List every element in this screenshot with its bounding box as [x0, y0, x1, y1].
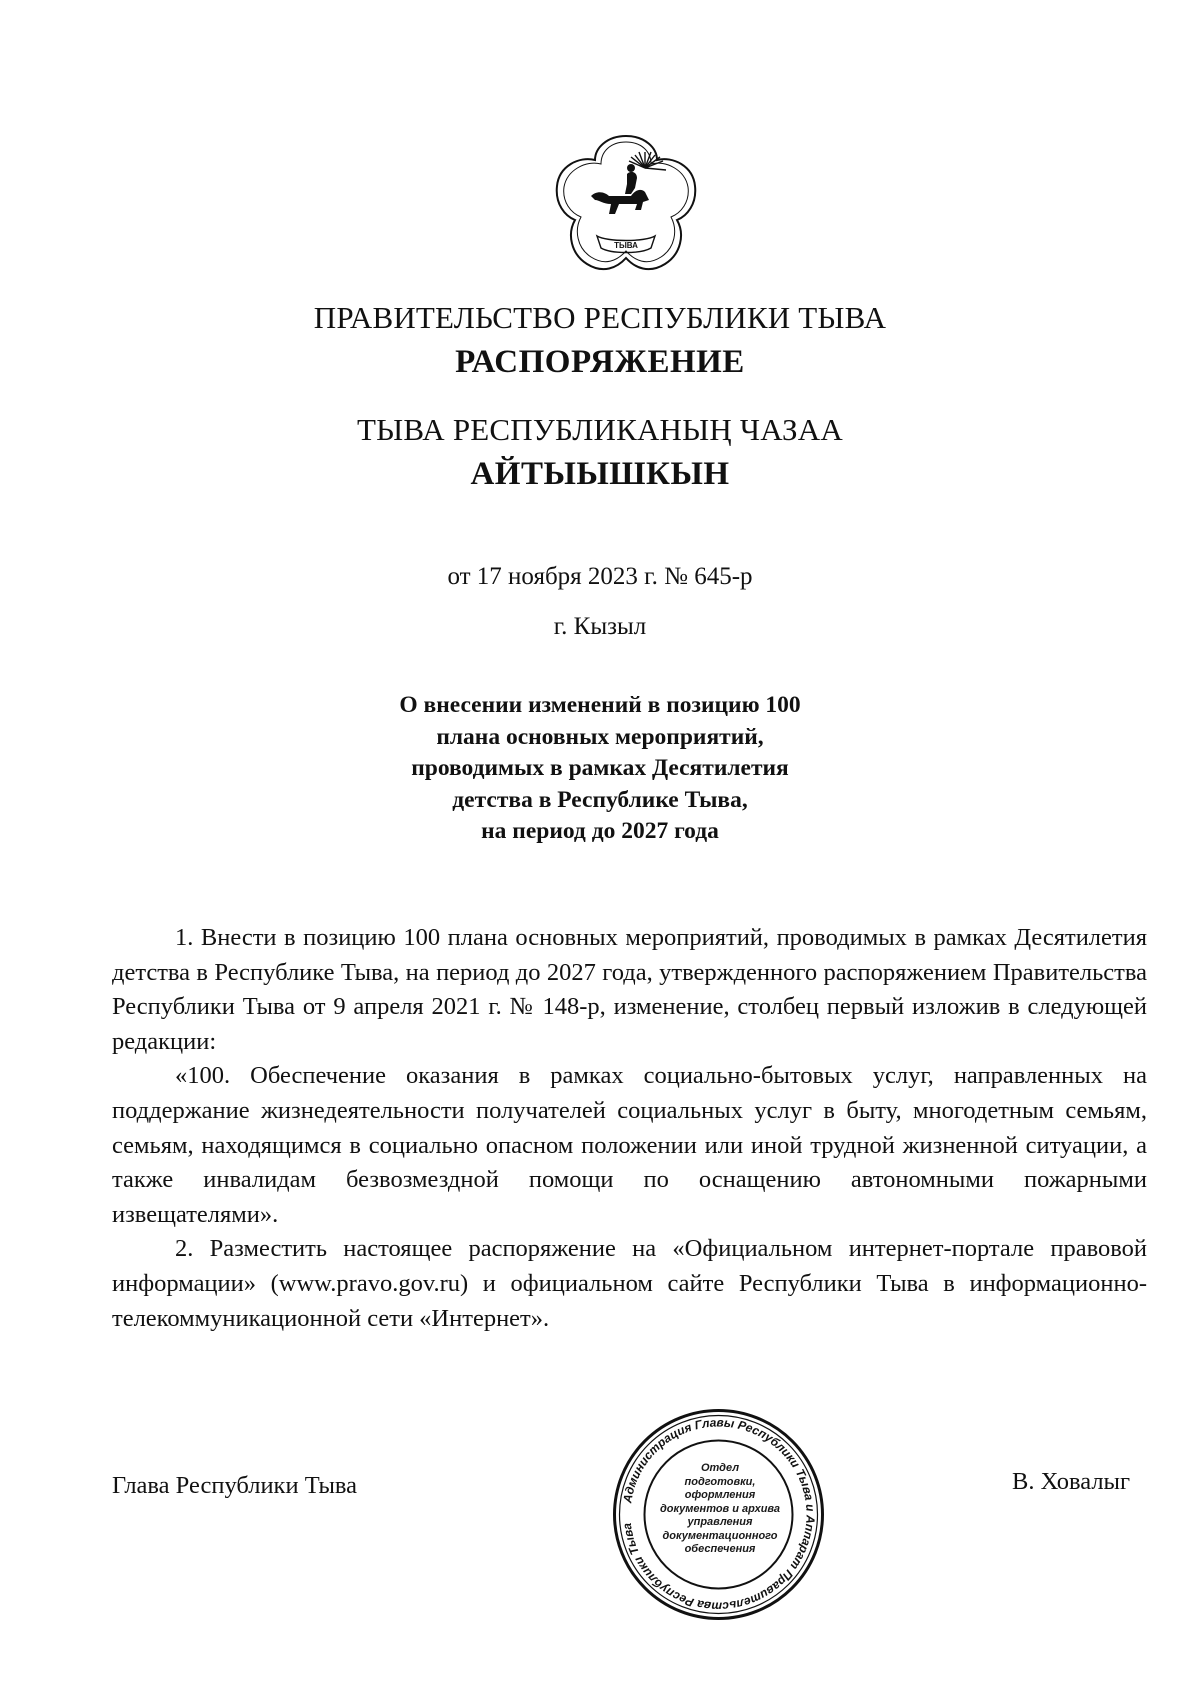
body-paragraph: 2. Разместить настоящее распоряжение на «Официальном интернет-портале правовой информации» (www.pravo.gov.ru) и официальном сайте Республики Тыва в информационно-телекоммуникационной сети «Интернет». — [112, 1235, 1147, 1332]
stamp-line: управления — [687, 1516, 753, 1528]
document-body — [112, 921, 1147, 1336]
stamp-line: оформления — [684, 1489, 756, 1501]
body-paragraph: 1. Внести в позицию 100 плана основных мероприятий, проводимых в рамках Десятилетия детства в Республике Тыва, на период до 2027 года, утвержденного распоряжением Правительства Республики Тыва от 9 апреля 2021 г. № 148-р, изменение, столбец первый изложив в следующей редакции: — [112, 924, 1147, 1055]
signatory-name: В. Ховалыг — [1012, 1468, 1131, 1495]
government-name-tyv: ТЫВА РЕСПУБЛИКАНЫҢ ЧАЗАА — [357, 412, 843, 447]
signatory-position: Глава Республики Тыва — [112, 1472, 358, 1499]
document-place: г. Кызыл — [553, 613, 647, 640]
stamp-line: документов и архива — [659, 1502, 781, 1515]
government-name-ru: ПРАВИТЕЛЬСТВО РЕСПУБЛИКИ ТЫВА — [313, 300, 887, 335]
coat-of-arms-emblem — [545, 130, 707, 282]
title-line: плана основных мероприятий, — [436, 723, 764, 750]
title-line: О внесении изменений в позицию 100 — [399, 692, 801, 718]
emblem-text: ТЫВА — [614, 241, 638, 250]
stamp-line: Отдел — [700, 1462, 740, 1474]
document-type-tyv: АЙТЫЫШКЫН — [470, 456, 730, 492]
body-paragraph: «100. Обеспечение оказания в рамках социально-бытовых услуг, направленных на поддержание жизнедеятельности получателей социальных услуг в быту, многодетным семьям, семьям, находящимся в социально опасном положении или иной трудной жизненной ситуации, а также инвалидам безвозмездной помощи по оснащению автономными пожарными извещателями». — [112, 1062, 1147, 1228]
title-line: на период до 2027 года — [481, 818, 719, 844]
stamp-line: документационного — [662, 1529, 778, 1542]
title-line: проводимых в рамках Десятилетия — [411, 755, 789, 781]
stamp-line: подготовки, — [684, 1475, 756, 1488]
document-title — [0, 690, 1200, 848]
stamp-ring-text: Администрация Главы Республики Тыва и Аппарат Правительства Республики Тыва — [619, 1415, 818, 1614]
title-line: детства в Республике Тыва, — [452, 786, 748, 813]
stamp-center-text — [640, 1462, 800, 1557]
document-date-number: от 17 ноября 2023 г. № 645-р — [447, 563, 753, 590]
document-type-ru: РАСПОРЯЖЕНИЕ — [455, 344, 745, 380]
stamp-line: обеспечения — [684, 1543, 756, 1555]
